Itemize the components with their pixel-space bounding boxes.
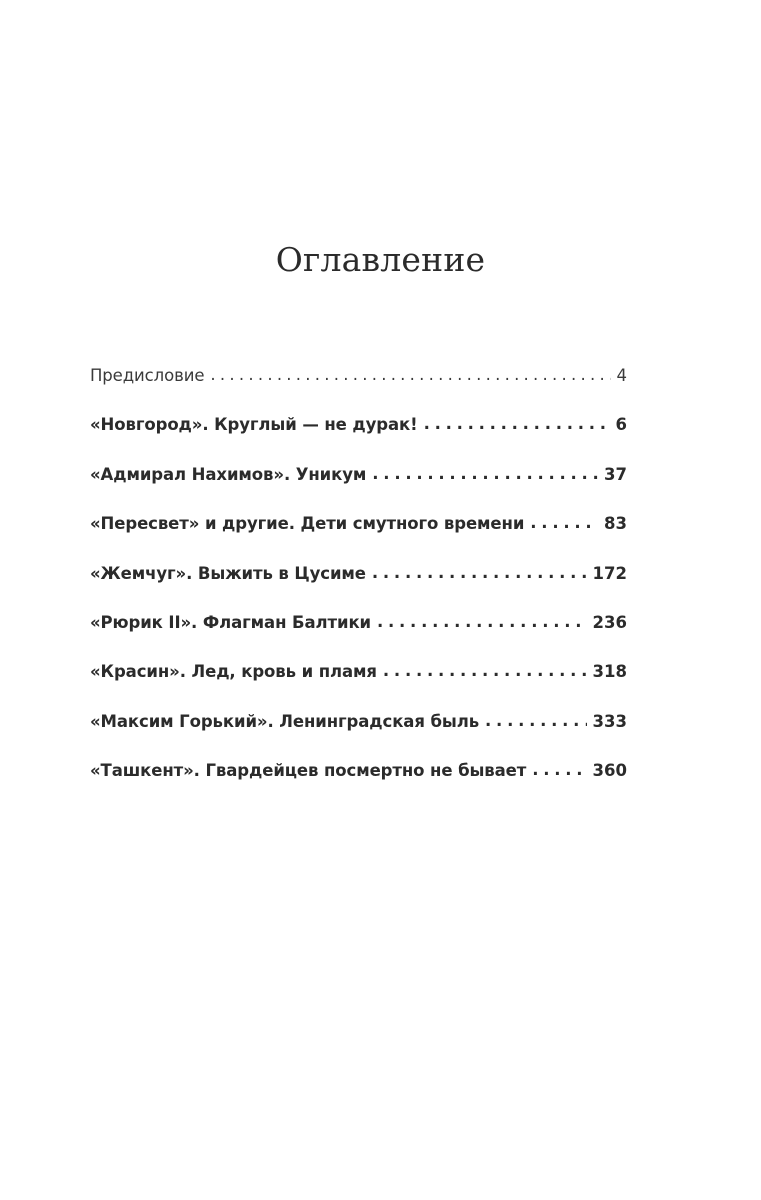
toc-entry-page: 4 [616,366,627,385]
toc-leader-dots [372,563,587,582]
toc-entry-page: 37 [604,464,627,484]
page-title: Оглавление [275,240,486,279]
toc-entry-title: «Пересвет» и другие. Дети смутного времени [90,514,525,534]
toc-entry-admiral-nakhimov [90,465,627,514]
toc-entry-page: 318 [592,662,627,682]
toc-leader-dots [372,464,598,483]
toc-entry-novgorod [90,415,627,464]
toc-entry-title: «Новгород». Круглый — не дурак! [90,415,418,435]
toc-leader-dots [532,760,586,779]
toc-entry-title: «Адмирал Нахимов». Уникум [90,464,367,484]
toc-leader-dots [210,365,610,384]
toc-entry-page: 236 [592,612,627,632]
toc-entry-krasin [90,662,627,711]
toc-entry-title: Предисловие [90,366,205,385]
toc-entry-zhemchug [90,564,627,613]
toc-leader-dots [530,513,598,532]
toc-leader-dots [377,612,587,631]
toc-entry-ryurik [90,613,627,662]
toc-entry-preface [90,366,627,415]
toc-entry-page: 83 [604,514,627,534]
toc-entry-tashkent [90,761,627,810]
toc-leader-dots [424,414,610,433]
toc-entry-title: «Жемчуг». Выжить в Цусиме [90,563,366,583]
toc-entry-peresvet [90,514,627,563]
toc-entry-title: «Рюрик II». Флагман Балтики [90,612,372,632]
toc-leader-dots [485,711,587,730]
toc-entry-page: 6 [615,415,627,435]
toc-entry-title: «Ташкент». Гвардейцев посмертно не бывает [90,761,527,781]
toc-entry-page: 360 [592,761,627,781]
toc-leader-dots [383,661,587,680]
toc-entry-title: «Максим Горький». Ленинградская быль [90,711,480,731]
toc-entry-maxim-gorky [90,712,627,761]
toc-entry-page: 172 [592,563,627,583]
toc-entry-title: «Красин». Лед, кровь и пламя [90,662,377,682]
table-of-contents [90,366,627,811]
toc-entry-page: 333 [592,711,627,731]
